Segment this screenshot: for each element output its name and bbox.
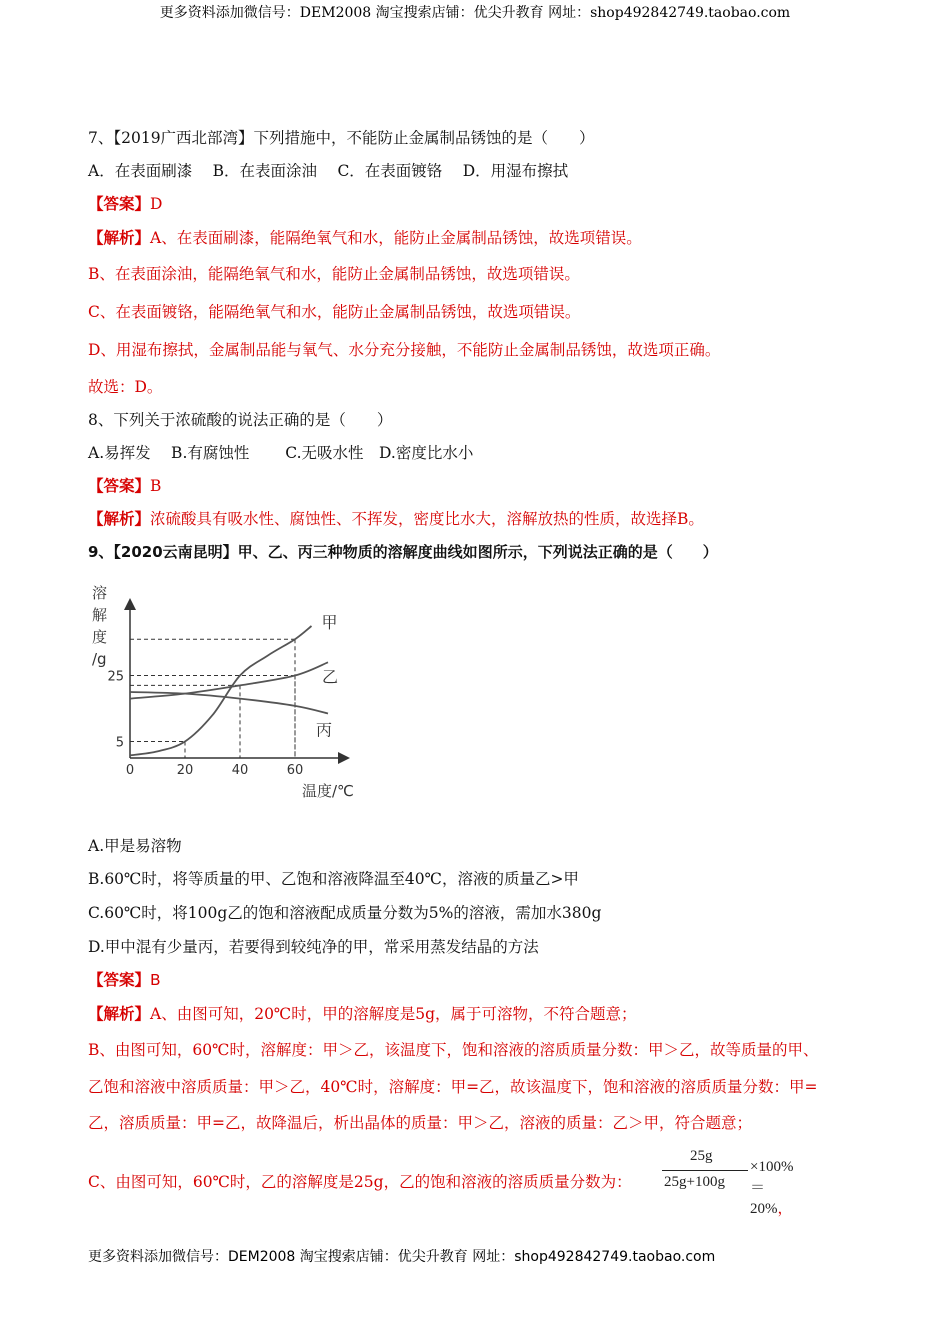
- answer-label: 【答案】: [88, 194, 151, 213]
- y-tick-label: 25: [107, 669, 124, 685]
- analysis-text: 浓硫酸具有吸水性、腐蚀性、不挥发，密度比水大，溶解放热的性质，故选择B。: [150, 510, 704, 528]
- answer-value: D: [150, 195, 163, 213]
- q9-analysis-1: [88, 1004, 637, 1024]
- series-label: 甲: [321, 613, 338, 632]
- analysis-label: 【解析】: [88, 228, 151, 247]
- analysis-text: A、在表面刷漆，能隔绝氧气和水，能防止金属制品锈蚀，故选项错误。: [150, 229, 642, 247]
- y-axis-label-char: /g: [92, 650, 107, 668]
- y-axis-label-char: 解: [92, 606, 108, 624]
- q8-analysis-1: [88, 509, 704, 529]
- page-header: 更多资料添加微信号：DEM2008 淘宝搜索店铺：优尖升教育 网址：shop492842749.taobao.com: [159, 5, 791, 21]
- solubility-chart-svg: [82, 576, 382, 806]
- formula-rest: ×100% ＝20%: [750, 1159, 794, 1217]
- series-line-甲: [130, 626, 312, 755]
- analysis-label: 【解析】: [88, 509, 151, 528]
- series-label: 丙: [316, 720, 333, 740]
- series-line-丙: [130, 692, 328, 713]
- q9-analysis-3: 乙饱和溶液中溶质质量：甲＞乙，40℃时，溶解度：甲=乙，故该温度下，饱和溶液的溶质质量分数：甲=: [88, 1078, 818, 1096]
- q8-answer: [88, 476, 161, 496]
- q7-analysis-4: D、用湿布擦拭，金属制品能与氧气、水分充分接触，不能防止金属制品锈蚀，故选项正确。: [88, 341, 721, 359]
- q9-analysis-5: C、由图可知，60℃时，乙的溶解度是25g，乙的饱和溶液的溶质质量分数为：: [88, 1173, 632, 1191]
- x-tick-label: 20: [176, 763, 194, 778]
- y-axis-label-char: 溶: [92, 584, 108, 602]
- q9-stem: 9、【2020云南昆明】甲、乙、丙三种物质的溶解度曲线如图所示，下列说法正确的是（ ）: [88, 543, 718, 561]
- q9-option-a: A.甲是易溶物: [88, 837, 182, 855]
- analysis-text: A、由图可知，20℃时，甲的溶解度是5g，属于可溶物，不符合题意；: [150, 1005, 637, 1023]
- y-axis-label-char: 度: [92, 628, 108, 646]
- page-footer: 更多资料添加微信号：DEM2008 淘宝搜索店铺：优尖升教育 网址：shop492842749.taobao.com: [88, 1249, 716, 1265]
- q9-answer: [88, 970, 161, 990]
- y-tick-label: 5: [115, 735, 124, 751]
- analysis-label: 【解析】: [88, 1004, 151, 1023]
- fraction-bar: [662, 1170, 748, 1171]
- q7-analysis-5: 故选：D。: [88, 378, 163, 396]
- q8-options: A.易挥发 B.有腐蚀性 C.无吸水性 D.密度比水小: [88, 444, 474, 462]
- q9-option-b: B.60℃时，将等质量的甲、乙饱和溶液降温至40℃，溶液的质量乙>甲: [88, 870, 579, 888]
- answer-label: 【答案】: [88, 970, 151, 989]
- x-tick-label: 60: [286, 763, 304, 778]
- formula-numerator: 25g: [690, 1148, 713, 1164]
- answer-value: B: [150, 971, 161, 989]
- formula-denominator: 25g+100g: [664, 1174, 725, 1190]
- q7-analysis-1: [88, 228, 642, 248]
- answer-label: 【答案】: [88, 476, 151, 495]
- q7-analysis-2: B、在表面涂油，能隔绝氧气和水，能防止金属制品锈蚀，故选项错误。: [88, 265, 580, 283]
- q7-stem: 7、【2019广西北部湾】下列措施中，不能防止金属制品锈蚀的是（ ）: [88, 129, 595, 147]
- formula-result: [750, 1159, 793, 1218]
- q7-options: A．在表面刷漆 B．在表面涂油 C．在表面镀铬 D．用湿布擦拭: [88, 162, 569, 180]
- solubility-chart: [82, 576, 382, 810]
- x-tick-label: 40: [231, 763, 249, 778]
- q8-stem: 8、下列关于浓硫酸的说法正确的是（ ）: [88, 411, 393, 429]
- x-tick-label: 0: [125, 763, 135, 778]
- q9-option-c: C.60℃时，将100g乙的饱和溶液配成质量分数为5%的溶液，需加水380g: [88, 904, 602, 922]
- q7-answer: [88, 194, 162, 214]
- q7-analysis-3: C、在表面镀铬，能隔绝氧气和水，能防止金属制品锈蚀，故选项错误。: [88, 303, 581, 321]
- q9-analysis-2: B、由图可知，60℃时，溶解度：甲＞乙，该温度下，饱和溶液的溶质质量分数：甲＞乙，故等质量的甲、: [88, 1041, 819, 1059]
- series-label: 乙: [322, 667, 339, 687]
- x-axis-label: 温度/℃: [302, 782, 354, 800]
- answer-value: B: [150, 477, 162, 495]
- formula-tail: ，: [777, 1201, 793, 1217]
- q9-option-d: D.甲中混有少量丙，若要得到较纯净的甲，常采用蒸发结晶的方法: [88, 938, 539, 956]
- q9-analysis-4: 乙，溶质质量：甲=乙，故降温后，析出晶体的质量：甲＞乙，溶液的质量：乙＞甲，符合题意；: [88, 1114, 752, 1132]
